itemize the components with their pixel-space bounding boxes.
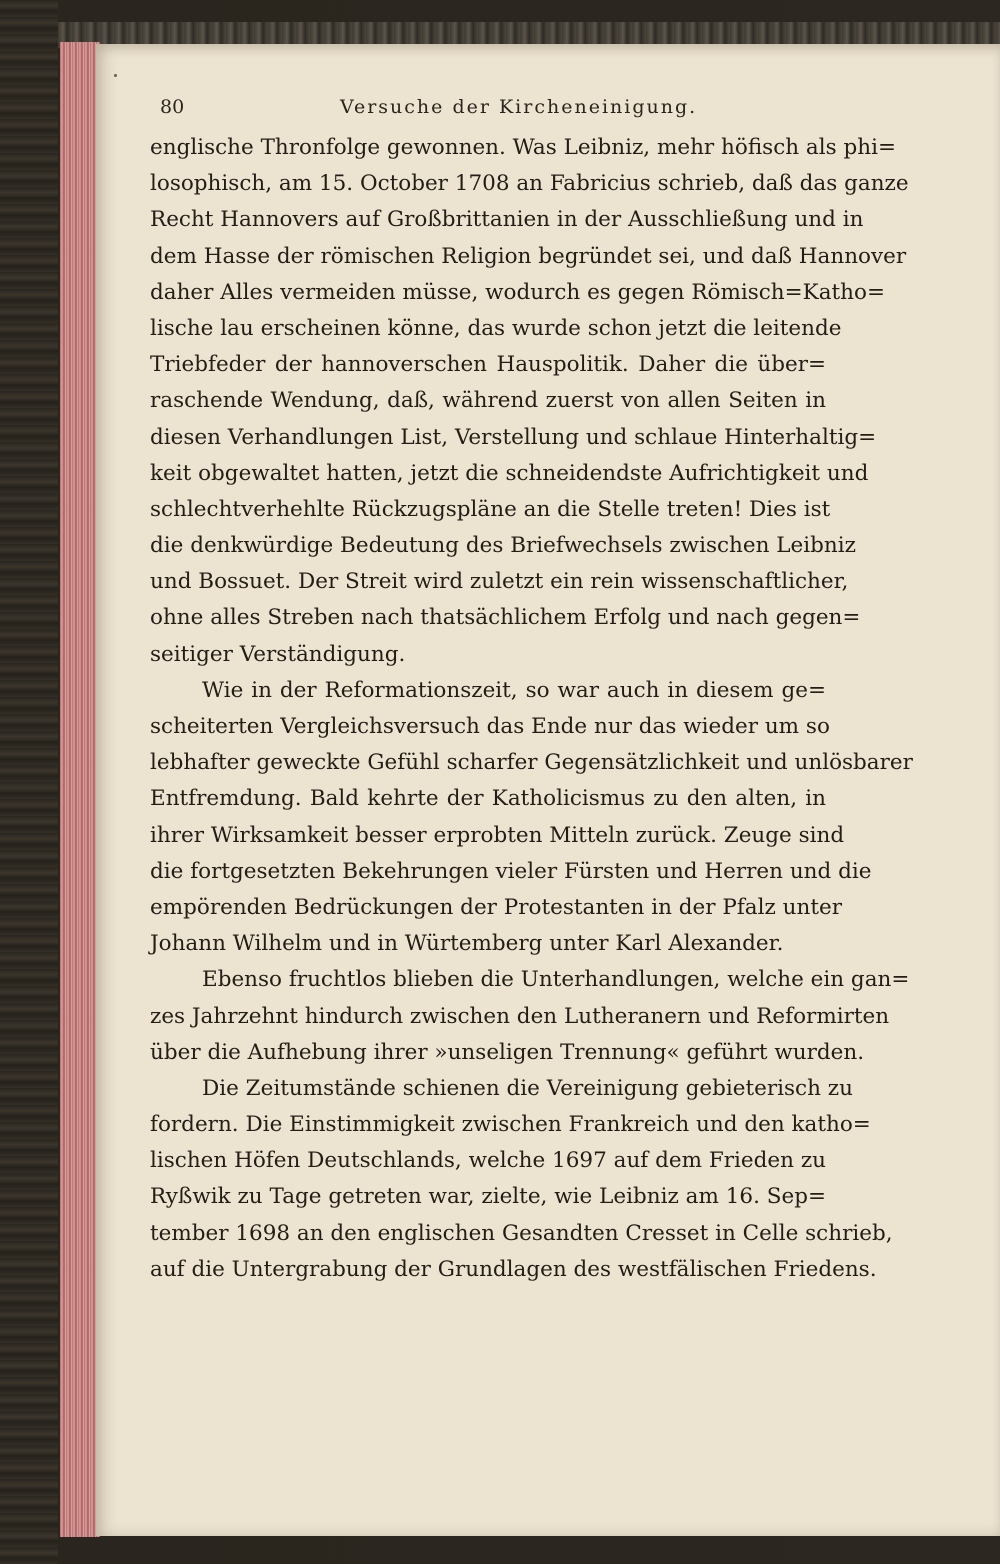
text-line: die denkwürdige Bedeutung des Briefwechsels zwischen Leibniz [150, 533, 856, 559]
text-line: dem Hasse der römischen Religion begründet sei, und daß Hannover [150, 243, 907, 269]
text-line: ohne alles Streben nach thatsächlichem Erfolg und nach gegen= [150, 605, 861, 631]
text-line: empörenden Bedrückungen der Protestanten in der Pfalz unter [150, 894, 842, 920]
text-line: Die Zeitumstände schienen die Vereinigung gebieterisch zu [202, 1075, 853, 1101]
running-head: Versuche der Kircheneinigung. [340, 96, 698, 118]
text-line: und Bossuet. Der Streit wird zuletzt ein rein wissenschaftlicher, [150, 569, 849, 595]
page-edges [60, 42, 100, 1537]
book-cover-edge [0, 0, 58, 1564]
text-line: tember 1698 an den englischen Gesandten Cresset in Celle schrieb, [150, 1220, 893, 1246]
text-line: raschende Wendung, daß, während zuerst von allen Seiten in [150, 388, 826, 414]
text-line: seitiger Verständigung. [150, 641, 406, 667]
text-line: lebhafter geweckte Gefühl scharfer Gegensätzlichkeit und unlösbarer [150, 750, 913, 776]
text-line: schlechtverhehlte Rückzugspläne an die Stelle treten! Dies ist [150, 496, 831, 522]
text-line: Triebfeder der hannoverschen Hauspolitik. Daher die über= [150, 352, 826, 378]
text-line: daher Alles vermeiden müsse, wodurch es gegen Römisch=Katho= [150, 279, 885, 305]
text-line: ihrer Wirksamkeit besser erprobten Mitteln zurück. Zeuge sind [150, 822, 845, 848]
text-line: Ryßwik zu Tage getreten war, zielte, wie Leibniz am 16. Sep= [150, 1184, 826, 1210]
body-text [150, 130, 913, 1288]
text-line: scheiterten Vergleichsversuch das Ende nur das wieder um so [150, 714, 830, 739]
text-line: Ebenso fruchtlos blieben die Unterhandlungen, welche ein gan= [202, 967, 910, 993]
page-number: 80 [160, 96, 185, 118]
text-line: Johann Wilhelm und in Würtemberg unter Karl Alexander. [150, 931, 784, 957]
text-line: Wie in der Reformationszeit, so war auch in diesem ge= [202, 677, 826, 703]
text-line: englische Thronfolge gewonnen. Was Leibniz, mehr höfisch als phi= [150, 135, 896, 160]
text-line: lischen Höfen Deutschlands, welche 1697 auf dem Frieden zu [150, 1148, 826, 1174]
text-line: fordern. Die Einstimmigkeit zwischen Frankreich und den katho= [150, 1112, 871, 1138]
text-line: Recht Hannovers auf Großbrittanien in der Ausschließung und in [150, 207, 864, 233]
text-line: diesen Verhandlungen List, Verstellung und schlaue Hinterhaltig= [150, 424, 877, 450]
text-line: auf die Untergrabung der Grundlagen des westfälischen Friedens. [150, 1256, 877, 1282]
text-line: keit obgewaltet hatten, jetzt die schneidendste Aufrichtigkeit und [150, 460, 869, 486]
paper-speck [114, 74, 117, 77]
text-line: Entfremdung. Bald kehrte der Katholicismus zu den alten, in [150, 786, 826, 812]
text-line: lische lau erscheinen könne, das wurde schon jetzt die leitende [150, 315, 842, 341]
text-line: losophisch, am 15. October 1708 an Fabricius schrieb, daß das ganze [150, 171, 909, 197]
text-line: zes Jahrzehnt hindurch zwischen den Lutheranern und Reformirten [150, 1003, 890, 1029]
text-line: über die Aufhebung ihrer »unseligen Trennung« geführt wurden. [150, 1039, 865, 1065]
page-header [160, 96, 760, 126]
text-line: die fortgesetzten Bekehrungen vieler Fürsten und Herren und die [150, 858, 872, 884]
